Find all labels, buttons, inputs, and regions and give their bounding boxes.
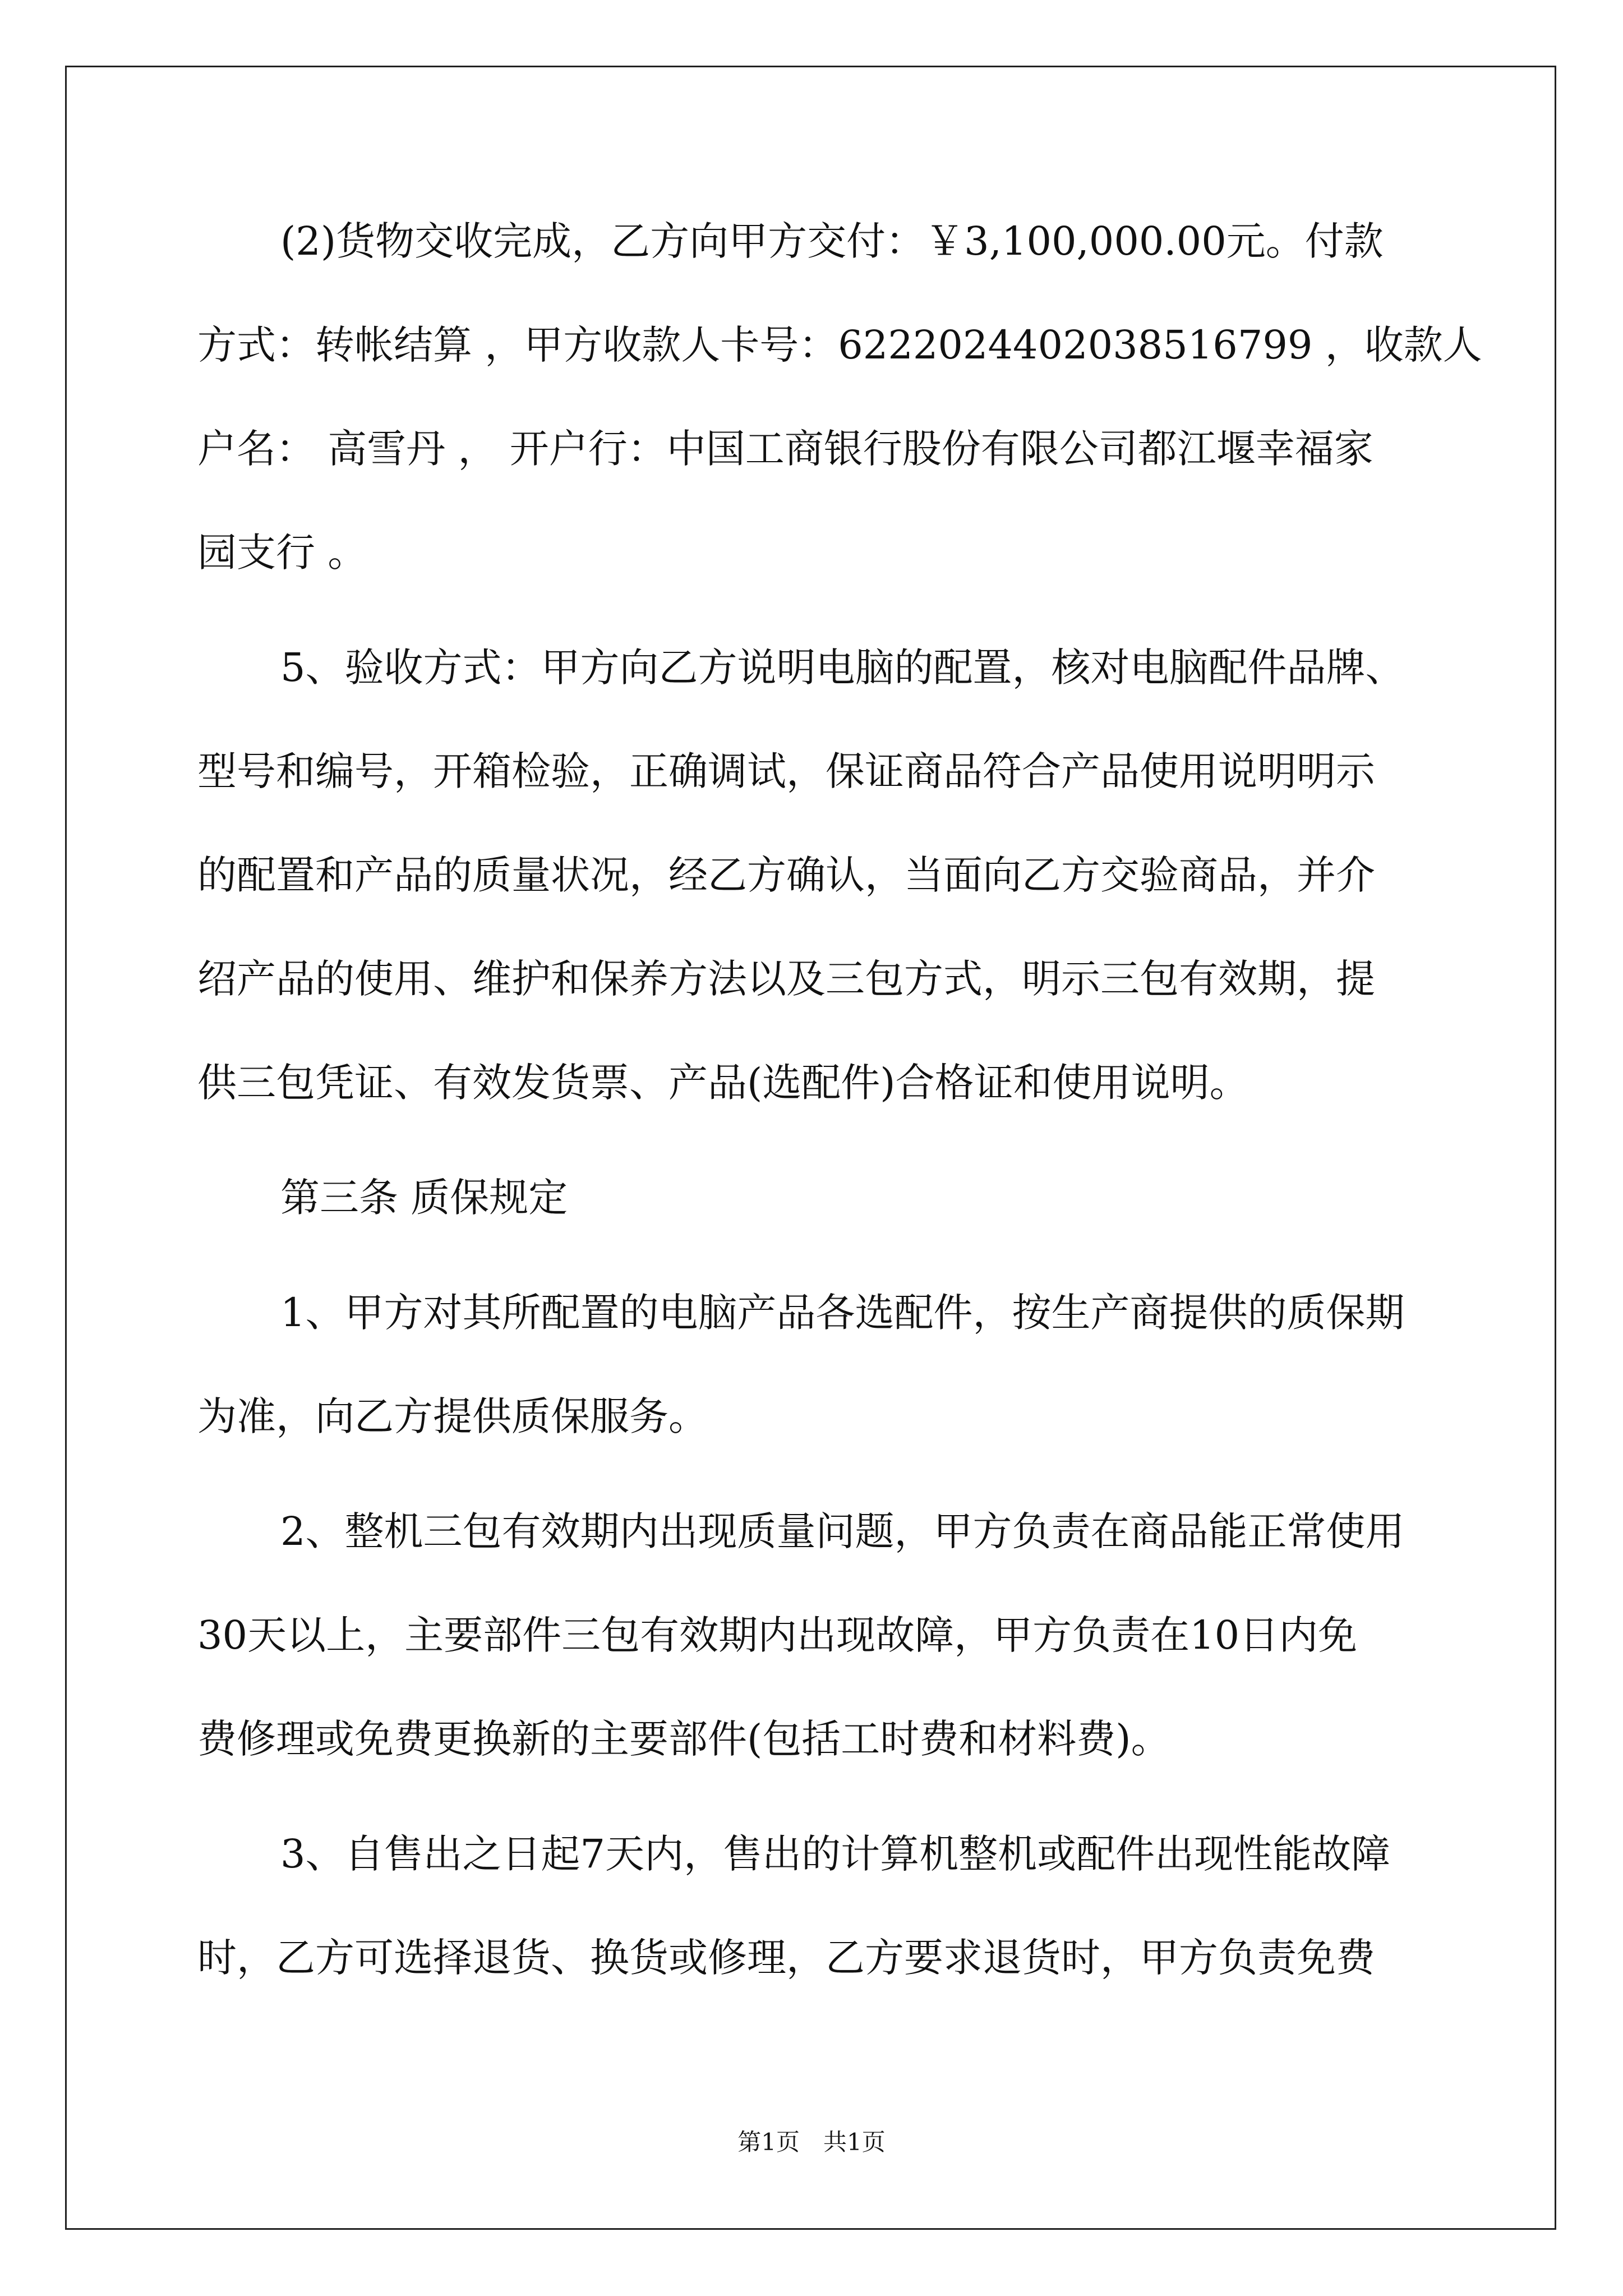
text-line: (2)货物交收完成，乙方向甲方交付：￥3,100,000.00元。付款 [280,218,1384,264]
text-line: 绍产品的使用、维护和保养方法以及三包方式，明示三包有效期，提 [197,956,1375,1002]
text-line: 5、验收方式：甲方向乙方说明电脑的配置，核对电脑配件品牌、 [280,645,1405,691]
text-line: 30天以上，主要部件三包有效期内出现故障，甲方负责在10日内免 [197,1612,1358,1658]
text-line: 的配置和产品的质量状况，经乙方确认，当面向乙方交验商品，并介 [197,852,1375,898]
text-line: 型号和编号，开箱检验，正确调试，保证商品符合产品使用说明明示 [197,748,1375,794]
page-border [65,66,1556,2230]
text-line: 2、整机三包有效期内出现质量问题，甲方负责在商品能正常使用 [280,1508,1405,1554]
text-line: 园支行 。 [197,530,367,576]
text-line: 方式：转帐结算 ，甲方收款人卡号：6222024402038516799 ，收款人 [197,322,1482,368]
section-heading: 第三条 质保规定 [280,1175,568,1221]
text-line: 费修理或免费更换新的主要部件(包括工时费和材料费)。 [197,1716,1170,1762]
text-line: 时，乙方可选择退货、换货或修理，乙方要求退货时，甲方负责免费 [197,1935,1375,1981]
text-line: 3、自售出之日起7天内，售出的计算机整机或配件出现性能故障 [280,1831,1391,1877]
text-line: 为准，向乙方提供质保服务。 [197,1393,708,1439]
text-line: 供三包凭证、有效发货票、产品(选配件)合格证和使用说明。 [197,1060,1249,1106]
text-line: 户名： 高雪丹 ， 开户行：中国工商银行股份有限公司都江堰幸福家 [197,426,1373,472]
text-line: 1、甲方对其所配置的电脑产品各选配件，按生产商提供的质保期 [280,1290,1405,1336]
page-number: 第1页 共1页 [737,2128,886,2156]
